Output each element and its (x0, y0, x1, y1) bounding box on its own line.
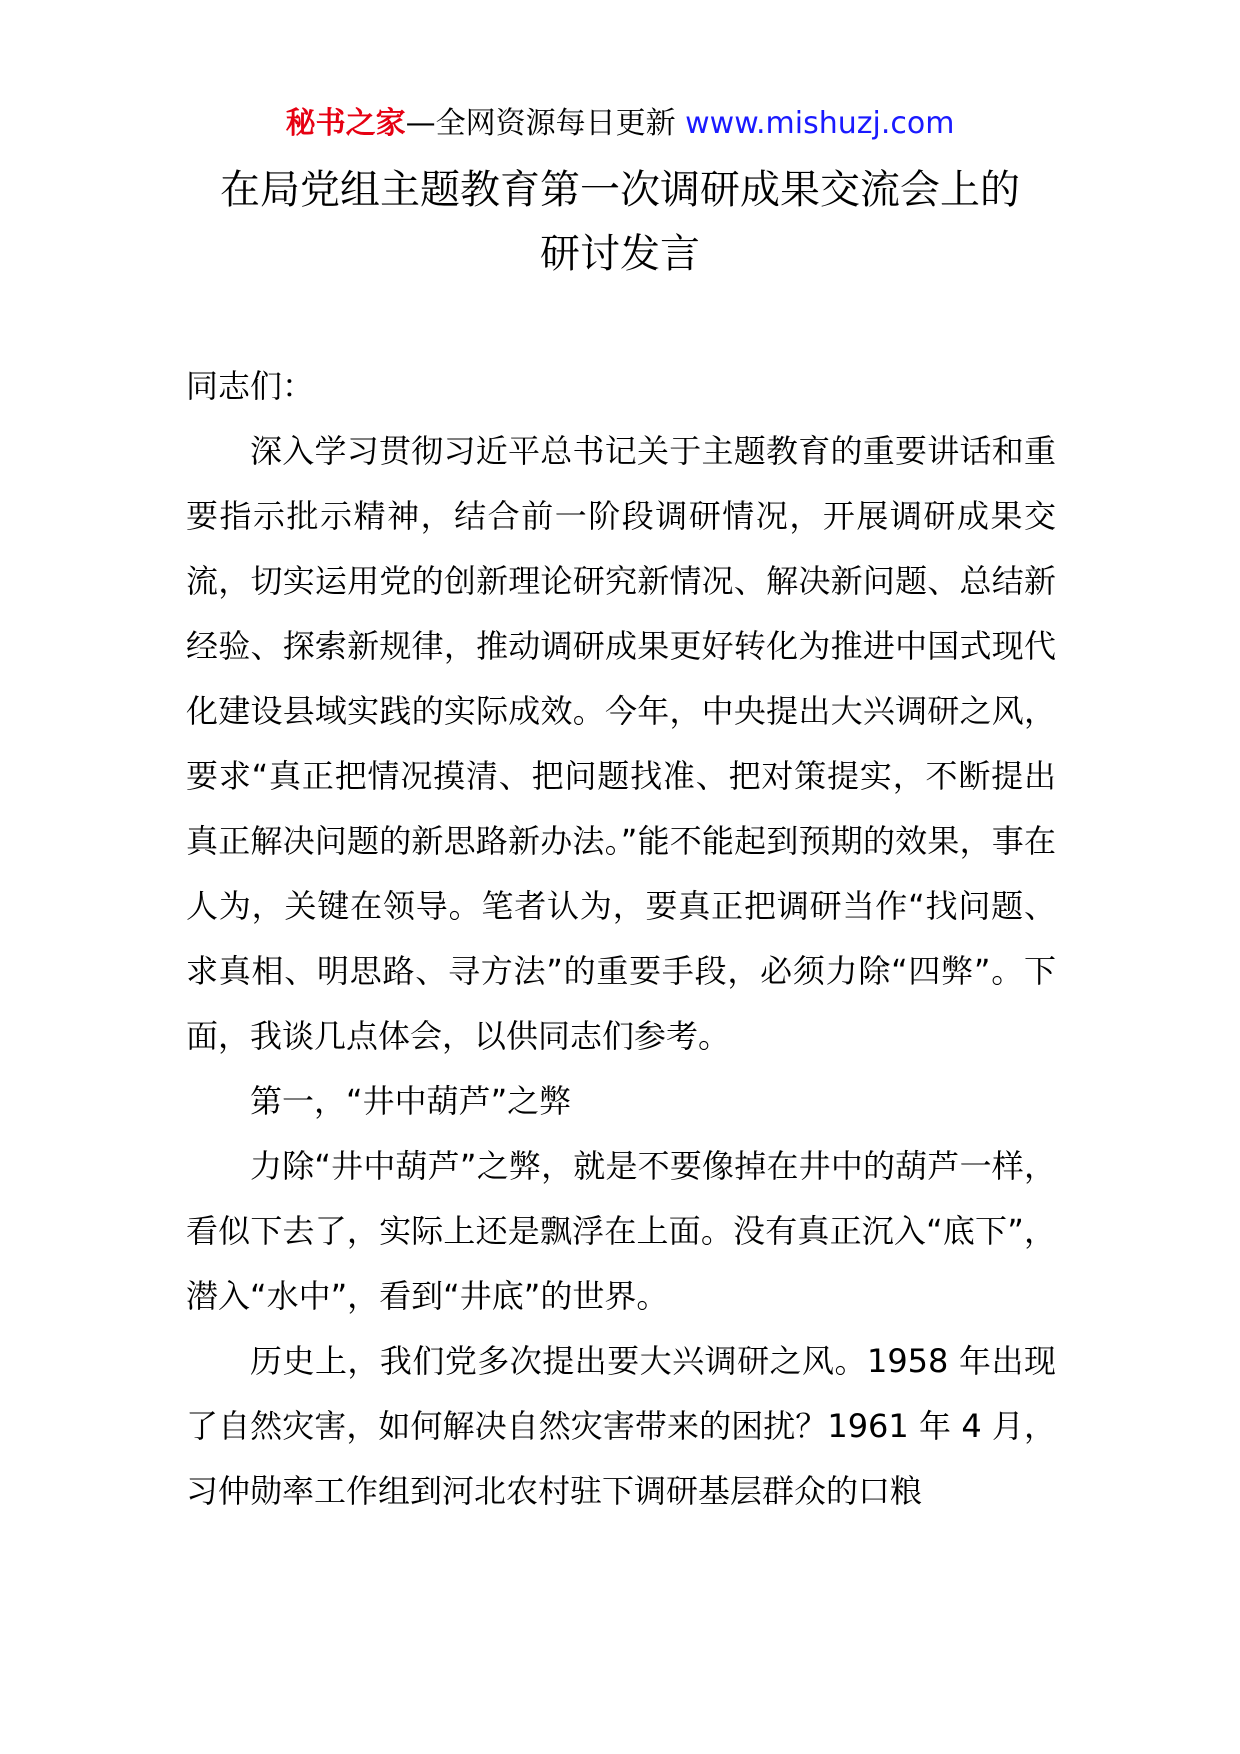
paragraph-section-1: 力除“井中葫芦”之弊，就是不要像掉在井中的葫芦一样，看似下去了，实际上还是飘浮在上面。没有真正沉入“底下”，潜入“水中”，看到“井底”的世界。 (186, 1147, 1056, 1315)
document-title-line-2: 研讨发言 (540, 231, 700, 277)
paragraph-history: 历史上，我们党多次提出要大兴调研之风。1958 年出现了自然灾害，如何解决自然灾害带来的困扰？1961 年 4 月，习仲勋率工作组到河北农村驻下调研基层群众的口粮 (186, 1342, 1056, 1510)
salutation: 同志们： (186, 367, 315, 405)
document-title (120, 158, 1120, 286)
document-body (186, 354, 1056, 1524)
brand-name: 秘书之家 (285, 106, 406, 141)
paragraph-intro: 深入学习贯彻习近平总书记关于主题教育的重要讲话和重要指示批示精神，结合前一阶段调研情况，开展调研成果交流，切实运用党的创新理论研究新情况、解决新问题、总结新经验、探索新规律，推动调研成果更好转化为推进中国式现代化建设县域实践的实际成效。今年，中央提出大兴调研之风，要求“真正把情况摸清、把问题找准、把对策提实，不断提出真正解决问题的新思路新办法。”能不能起到预期的效果，事在人为，关键在领导。笔者认为，要真正把调研当作“找问题、求真相、明思路、寻方法”的重要手段，必须力除“四弊”。下面，我谈几点体会，以供同志们参考。 (186, 432, 1056, 1055)
section-heading-1: 第一，“井中葫芦”之弊 (250, 1082, 572, 1120)
document-title-line-1: 在局党组主题教育第一次调研成果交流会上的 (220, 167, 1020, 213)
site-url-link[interactable]: www.mishuzj.com (685, 106, 955, 141)
site-header (0, 102, 1240, 146)
site-tagline: —全网资源每日更新 (405, 106, 686, 141)
